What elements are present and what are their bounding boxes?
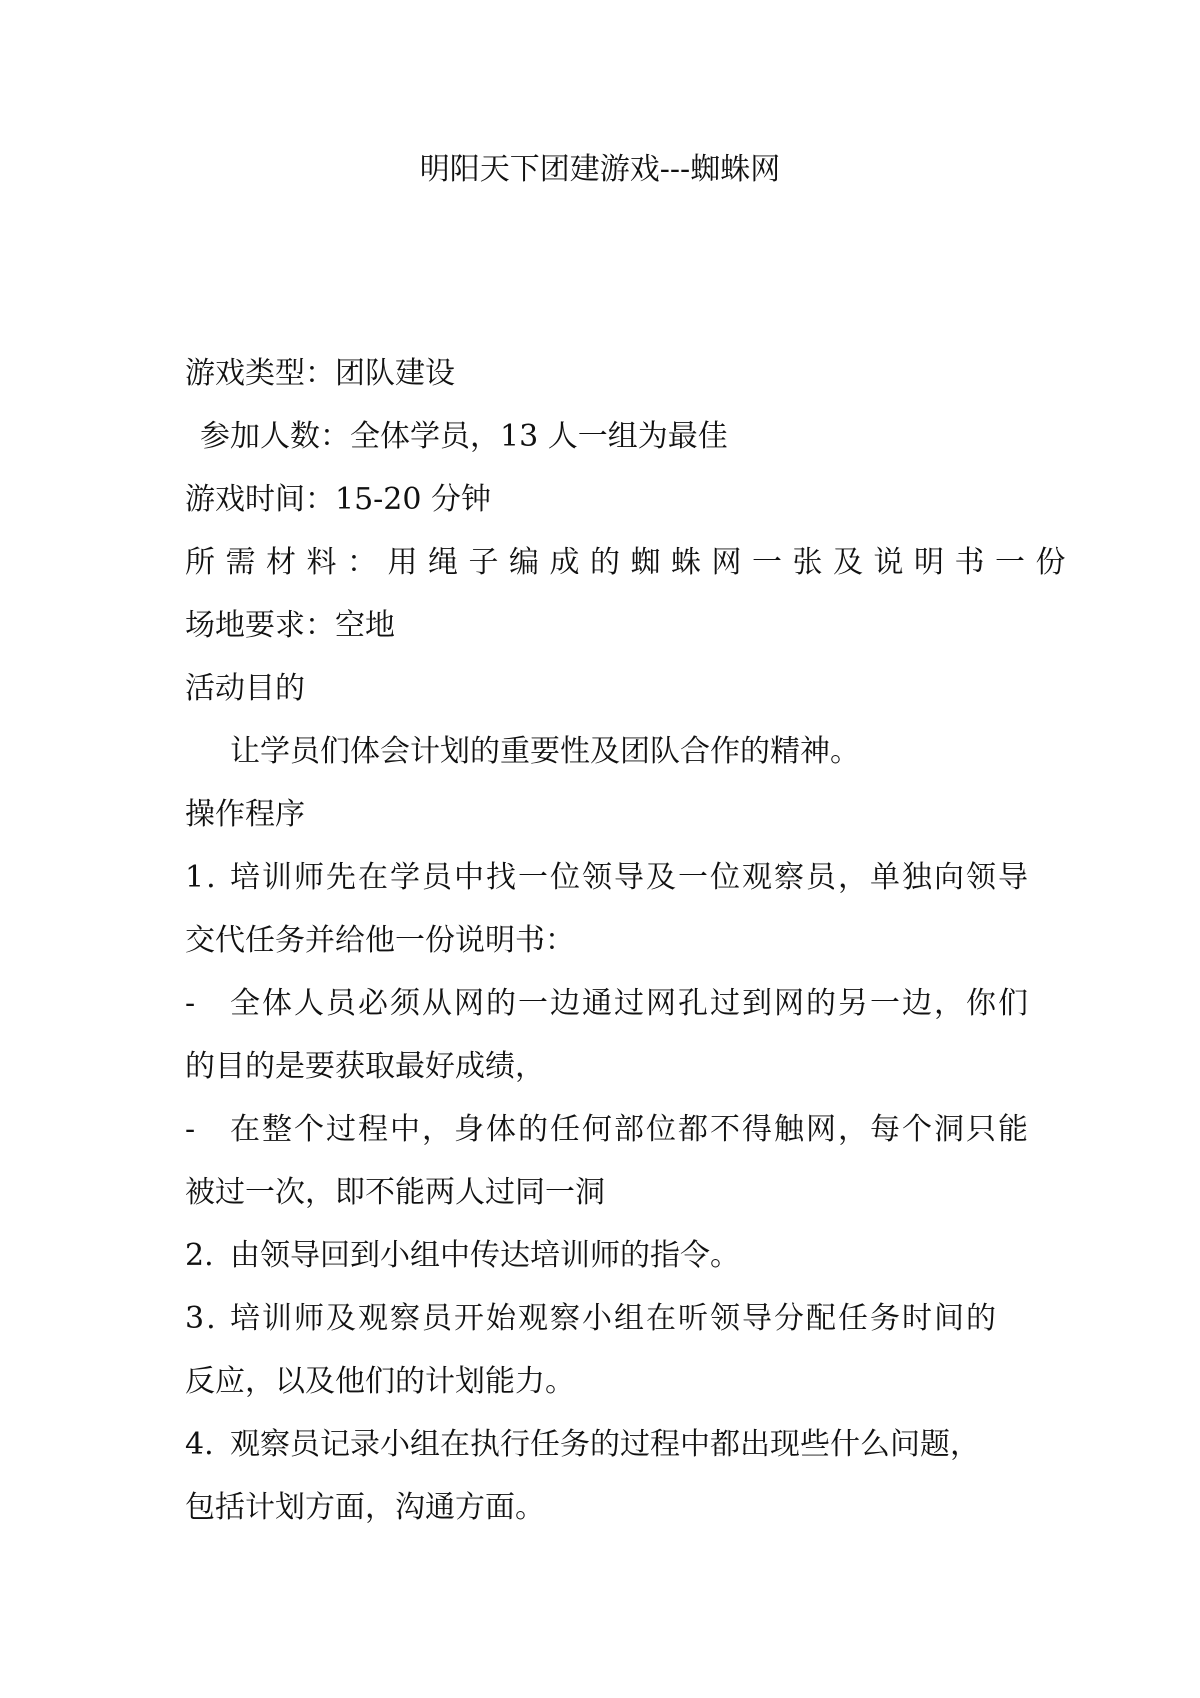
step-4-number: 4. [185,1427,214,1462]
step-1-text: 培训师先在学员中找一位领导及一位观察员，单独向领导 [230,860,1030,895]
participants-line: 参加人数：全体学员，13 人一组为最佳 [200,419,728,454]
materials-line: 所需材料：用绳子编成的蜘蛛网一张及说明书一份 [185,545,1076,580]
document-body [185,342,1076,1539]
game-time-line: 游戏时间：15-20 分钟 [185,482,492,517]
step-3-number: 3. [185,1301,218,1336]
rule-2-line-2: 被过一次，即不能两人过同一洞 [185,1175,605,1210]
game-type-line: 游戏类型：团队建设 [185,356,455,391]
step-2-line [185,1224,1030,1287]
step-3-text: 培训师及观察员开始观察小组在听领导分配任务时间的 [230,1301,998,1336]
rule-2-line-1 [185,1098,1030,1161]
purpose-paragraph: 让学员们体会计划的重要性及团队合作的精神。 [230,734,860,769]
document-title: 明阳天下团建游戏---蜘蛛网 [419,152,781,187]
rule-1-text: 全体人员必须从网的一边通过网孔过到网的另一边，你们 [230,986,1030,1021]
step-1-line-1 [185,846,1030,909]
rule-1-dash: - [185,986,198,1021]
rule-1-line-2: 的目的是要获取最好成绩， [185,1049,545,1084]
step-2-number: 2. [185,1238,214,1273]
venue-line: 场地要求：空地 [185,608,395,643]
rule-2-dash: - [185,1112,198,1147]
step-3-line-1 [185,1287,1030,1350]
step-1-number: 1. [185,860,218,895]
step-4-line-1 [185,1413,1030,1476]
section-heading-purpose: 活动目的 [185,671,305,706]
step-4-line-2: 包括计划方面，沟通方面。 [185,1490,545,1525]
rule-2-text: 在整个过程中，身体的任何部位都不得触网，每个洞只能 [230,1112,1030,1147]
step-4-text: 观察员记录小组在执行任务的过程中都出现些什么问题， [230,1427,980,1462]
rule-1-line-1 [185,972,1030,1035]
step-3-line-2: 反应，以及他们的计划能力。 [185,1364,575,1399]
section-heading-procedure: 操作程序 [185,797,305,832]
step-1-line-2: 交代任务并给他一份说明书： [185,923,575,958]
step-2-text: 由领导回到小组中传达培训师的指令。 [230,1238,740,1273]
